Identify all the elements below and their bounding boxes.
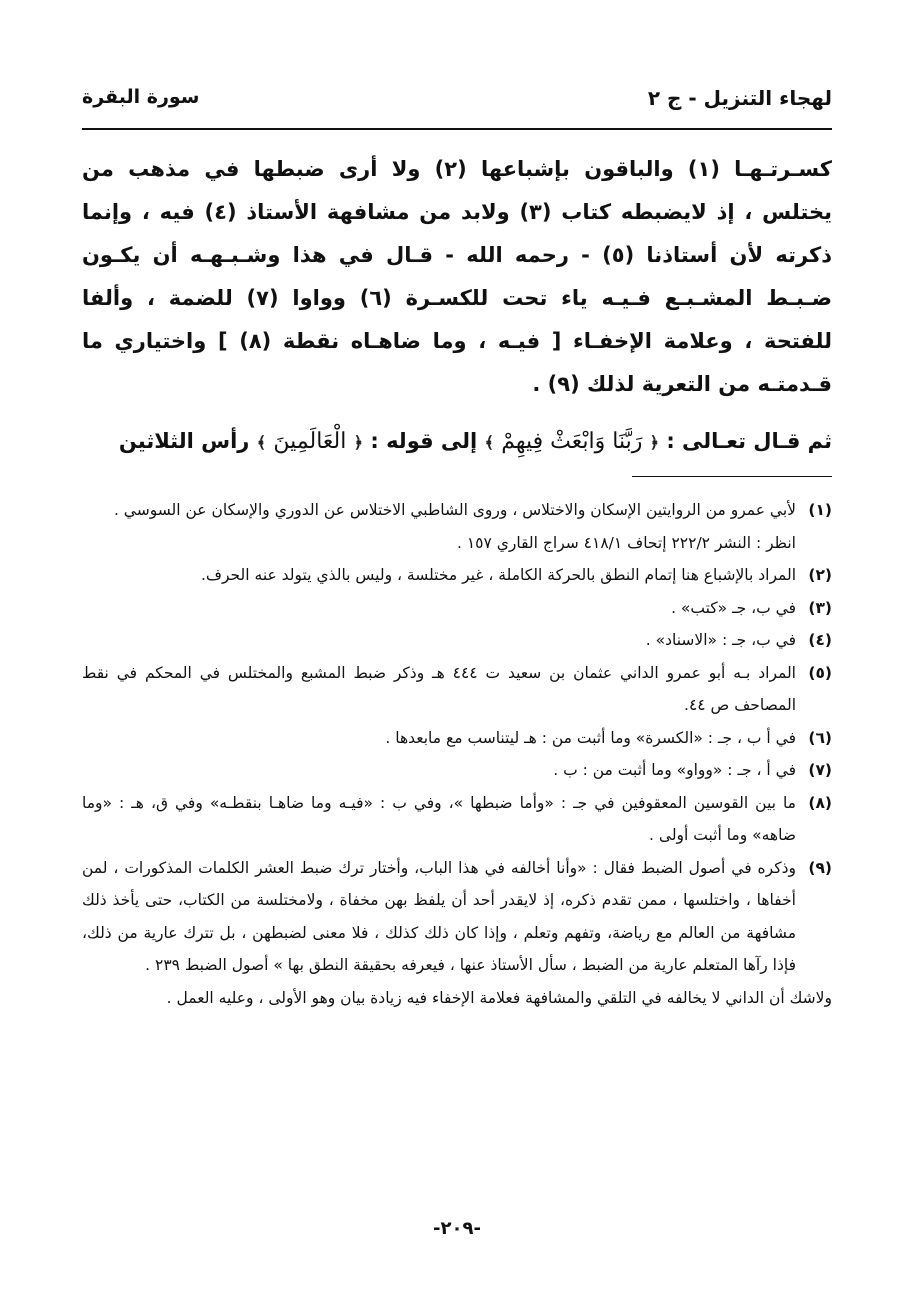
- footnote-line: في ب، جـ «كتب» .: [671, 598, 796, 617]
- footnote-text: [82, 592, 796, 625]
- footnote-divider: [632, 476, 832, 477]
- footnotes: [82, 494, 832, 1014]
- footnote-line: المراد بالإشباع هنا إتمام النطق بالحركة الكاملة ، غير مختلسة ، وليس بالذي يتولد عنه الحرف.: [201, 566, 796, 584]
- surah-title: سورة البقرة: [82, 86, 200, 108]
- footnote-line: المراد بـه أبو عمرو الداني عثمان بن سعيد ت ٤٤٤ هـ وذكر ضبط المشبع والمختلس في المحكم في نقط المصاحف ص ٤٤.: [82, 663, 796, 714]
- quote-line: [82, 420, 832, 464]
- footnote-text: [82, 624, 796, 657]
- footnote-text: [82, 559, 796, 592]
- footnote-number: (٨): [808, 793, 832, 812]
- quote-intro: ثم قـال تعـالى :: [666, 429, 832, 453]
- footnote-item: [82, 592, 832, 625]
- footnote-item: [82, 657, 832, 722]
- running-header: [82, 80, 832, 120]
- page-number: -٢٠٩-: [433, 1218, 481, 1239]
- footnote-text: [82, 852, 796, 982]
- footnote-item: [82, 787, 832, 852]
- ornament-close-icon: ﴾: [256, 433, 267, 452]
- footnote-text: [82, 494, 796, 559]
- main-paragraph: كسـرتـهـا (١) والباقون بإشباعها (٢) ولا أرى ضبطها في مذهب من يختلس ، إذ لايضبطه كتاب (٣) ولابد من مشافهة الأستاذ (٤) فيه ، وإنما ذكرته لأن أستاذنا (٥) - رحمه الله - قـال في هذا وشـبـهـه أن يكـون ضـبـط المشـبـع فـيـه ياء تحت للكسـرة (٦) وواوا (٧) للضمة ، وألفا للفتحة ، وعلامة الإخفـاء [ فيـه ، وما ضاهـاه نقطة (٨) ] واختياري ما قـدمتـه من التعرية لذلك (٩) .: [82, 157, 833, 396]
- footnote-line: في أ ب ، جـ : «الكسرة» وما أثبت من : هـ ليتناسب مع مابعدها .: [385, 728, 796, 747]
- footnote-number: (١): [808, 501, 832, 519]
- footnote-number: (٣): [808, 598, 832, 617]
- ornament-close-icon: ﴾: [484, 433, 494, 452]
- footnote-text: [82, 787, 796, 852]
- footnote-item: [82, 559, 832, 592]
- footnote-line: في أ ، جـ : «وواو» وما أثبت من : ب .: [553, 761, 796, 779]
- footnote-number: (٢): [808, 566, 832, 584]
- ornament-open-icon: ﴿: [649, 433, 660, 452]
- footnote-line: في ب، جـ : «الاسناد» .: [645, 631, 796, 649]
- book-title: لهجاء التنزيل - ج ٢: [647, 86, 832, 110]
- footnote-line: انظر : النشر ٢٢٢/٢ إتحاف ٤١٨/١ سراج القاري ١٥٧ .: [456, 533, 796, 552]
- ornament-open-icon: ﴿: [353, 433, 364, 452]
- main-text: [82, 148, 832, 464]
- footnote-number: (٥): [808, 663, 832, 682]
- footnote-item: [82, 624, 832, 657]
- footnote-number: (٩): [808, 858, 832, 877]
- header-divider: [82, 128, 832, 130]
- quote-to: إلى قوله :: [370, 429, 478, 453]
- verse-quote-1: رَبَّنَا وَابْعَثْ فِيهِمْ: [501, 429, 643, 454]
- footnote-line: لأبي عمرو من الروايتين الإسكان والاختلاس ، وروى الشاطبي الاختلاس عن الدوري والإسكان عن السوسي .: [113, 501, 796, 519]
- closing-note: ولاشك أن الداني لا يخالفه في التلقي والمشافهة فعلامة الإخفاء فيه زيادة بيان وهو الأولى ، وعليه العمل .: [166, 988, 832, 1007]
- footnote-item: [82, 754, 832, 787]
- verse-quote-2: الْعَالَمِينَ: [273, 429, 347, 454]
- footnote-number: (٤): [808, 631, 832, 649]
- footnote-line: ما بين القوسين المعقوفين في جـ : «وأما ضبطها »، وفي ب : «فيـه وما ضاهـا بنقطـه» وفي ق، هـ : «وما ضاهه» وما أثبت أولى .: [82, 793, 796, 844]
- footnote-item: [82, 852, 832, 982]
- footnote-item: [82, 722, 832, 755]
- footnote-line: وذكره في أصول الضبط فقال : «وأنا أخالفه في هذا الباب، وأختار ترك ضبط العشر الكلمات المذكورات ، لمن أخفاها ، واختلسها ، ممن تقدم ذكره، إذ لايقدر أحد أن يلفظ بهن مخفاة ، ولامختلسة من الكتاب، حتى يأخذ ذلك مشافهة من العالم مع رياضة، وتفهم وتعلم ، وإذا كان ذلك كذلك ، فلا معنى لضبطهن ، بل تترك عارية من ذلك، فإذا رآها المتعلم عارية من الضبط ، سأل الأستاذ عنها ، فيعرفه بحقيقة النطق بها » أصول الضبط ٢٣٩ .: [82, 858, 796, 974]
- quote-end: رأس الثلاثين: [118, 429, 250, 453]
- footnote-text: [82, 754, 796, 787]
- footnote-text: [82, 657, 796, 722]
- footnote-number: (٧): [808, 761, 832, 779]
- footnote-number: (٦): [808, 728, 832, 747]
- footnote-text: [82, 722, 796, 755]
- footnote-item: [82, 494, 832, 559]
